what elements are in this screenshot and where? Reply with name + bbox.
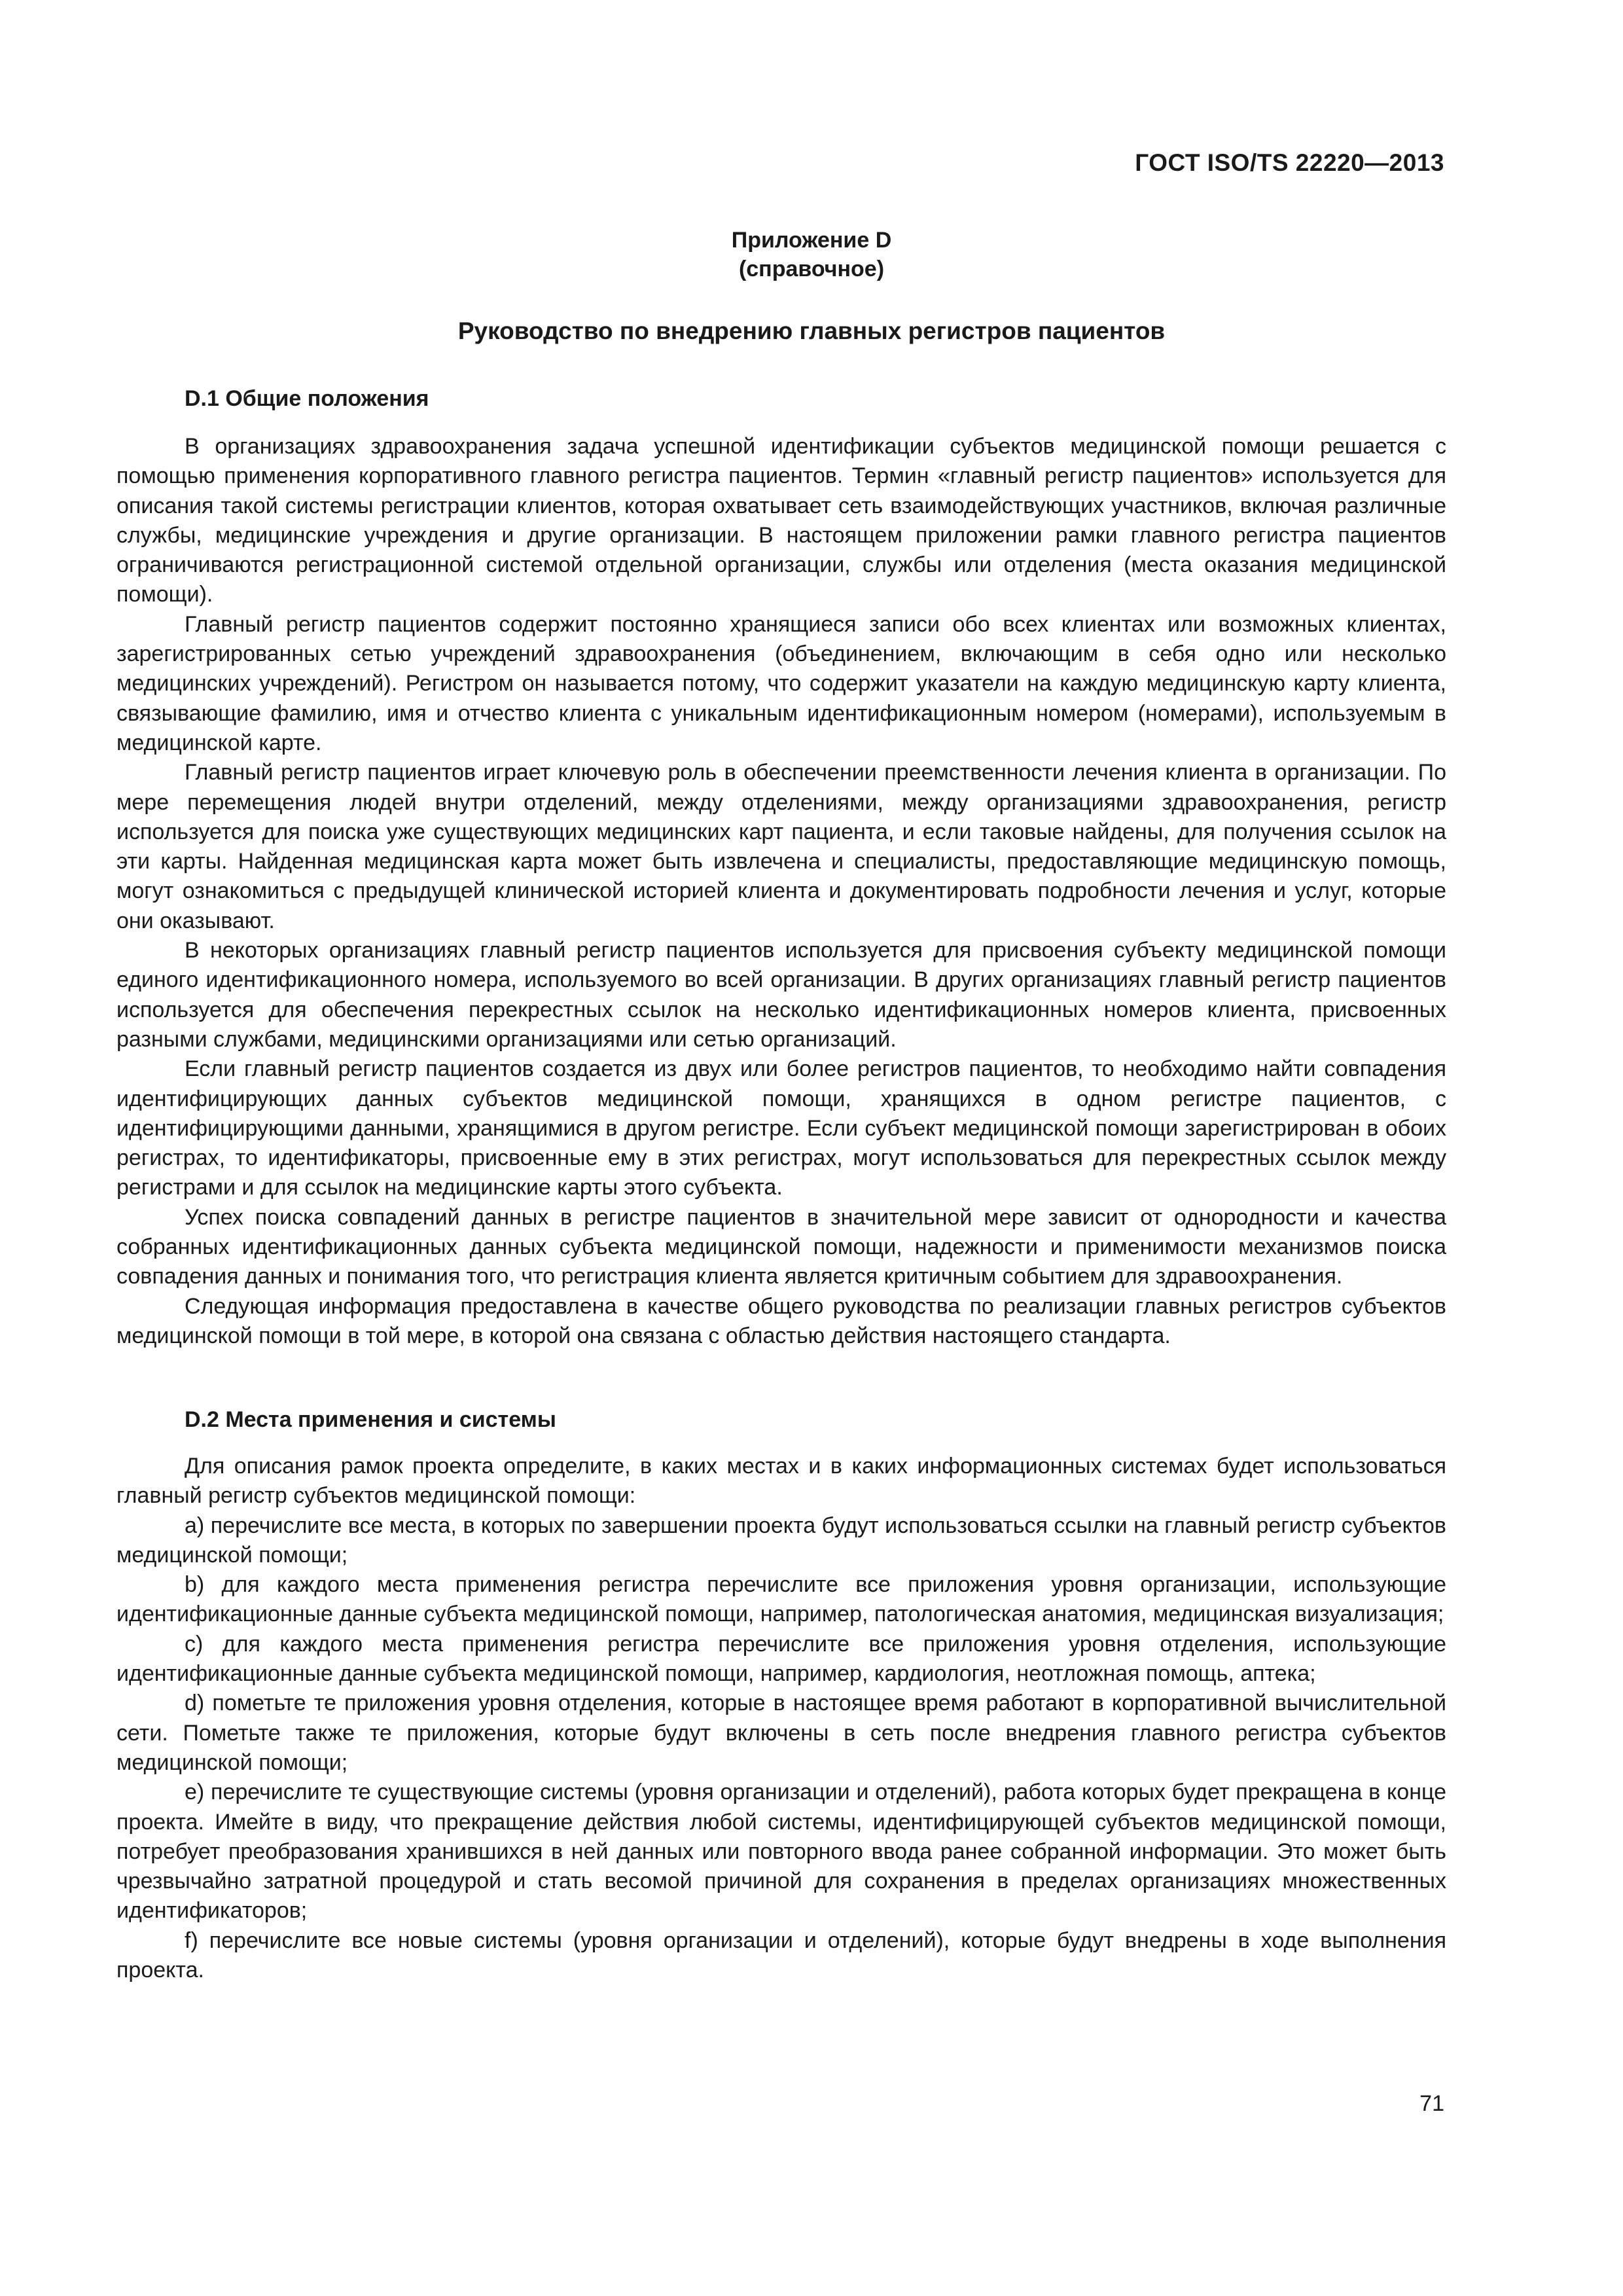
list-item: c) для каждого места применения регистра перечислите все приложения уровня отделения, использующие идентификационные данные субъекта медицинской помощи, например, кардиология, неотложная помощь, аптека;	[116, 1631, 1446, 1687]
paragraph: Главный регистр пациентов играет ключевую роль в обеспечении преемственности лечения клиента в организации. По мере перемещения людей внутри отделений, между отделениями, между организациями здравоохранения, регистр используется для поиска уже существующих медицинских карт пациента, и если таковые найдены, для получения ссылок на эти карты. Найденная медицинская карта может быть извлечена и специалисты, предоставляющие медицинскую помощь, могут ознакомиться с предыдущей клинической историей клиента и документировать подробности лечения и услуг, которые они оказывают.	[116, 760, 1446, 933]
page-number: 71	[1419, 2091, 1444, 2116]
annex-heading	[0, 226, 1623, 283]
paragraph: Успех поиска совпадений данных в регистре пациентов в значительной мере зависит от однородности и качества собранных идентификационных данных субъекта медицинской помощи, надежности и применимости механизмов поиска совпадения данных и понимания того, что регистрация клиента является критичным событием для здравоохранения.	[116, 1204, 1446, 1289]
annex-title: Приложение D	[731, 228, 892, 253]
section-heading-d1: D.1 Общие положения	[185, 386, 429, 411]
list-item: b) для каждого места применения регистра перечислите все приложения уровня организации, использующие идентификационные данные субъекта медицинской помощи, например, патологическая анатомия, медицинская визуализация;	[116, 1572, 1446, 1627]
paragraph: Следующая информация предоставлена в качестве общего руководства по реализации главных регистров субъектов медицинской помощи в той мере, в которой она связана с областью действия настоящего стандарта.	[116, 1293, 1446, 1348]
section-heading-d2: D.2 Места применения и системы	[185, 1407, 556, 1432]
list-item: d) пометьте те приложения уровня отделения, которые в настоящее время работают в корпоративной вычислительной сети. Пометьте также те приложения, которые будут включены в сеть после внедрения главного регистра субъектов медицинской помощи;	[116, 1691, 1446, 1775]
standard-designation: ГОСТ ISO/TS 22220—2013	[1135, 149, 1444, 176]
paragraph: В некоторых организациях главный регистр пациентов используется для присвоения субъекту медицинской помощи единого идентификационного номера, используемого во всей организации. В других организациях главный регистр пациентов используется для обеспечения перекрестных ссылок на несколько идентификационных номеров клиента, присвоенных разными службами, медицинскими организациями или сетью организаций.	[116, 938, 1446, 1052]
paragraph: Для описания рамок проекта определите, в каких местах и в каких информационных системах будет использоваться главный регистр субъектов медицинской помощи:	[116, 1454, 1446, 1509]
paragraph: В организациях здравоохранения задача успешной идентификации субъектов медицинской помощи решается с помощью применения корпоративного главного регистра пациентов. Термин «главный регистр пациентов» используется для описания такой системы регистрации клиентов, которая охватывает сеть взаимодействующих участников, включая различные службы, медицинские учреждения и другие организации. В настоящем приложении рамки главного регистра пациентов ограничиваются регистрационной системой отдельной организации, службы или отделения (места оказания медицинской помощи).	[116, 434, 1446, 607]
list-item: a) перечислите все места, в которых по завершении проекта будут использоваться ссылки на главный регистр субъектов медицинской помощи;	[116, 1513, 1446, 1568]
paragraph: Если главный регистр пациентов создается из двух или более регистров пациентов, то необходимо найти совпадения идентифицирующих данных субъектов медицинской помощи, хранящихся в одном регистре пациентов, с идентифицирующими данными, хранящимися в другом регистре. Если субъект медицинской помощи зарегистрирован в обоих регистрах, то идентификаторы, присвоенные ему в этих регистрах, могут использоваться для перекрестных ссылок между регистрами и для ссылок на медицинские карты этого субъекта.	[116, 1056, 1446, 1200]
paragraph: Главный регистр пациентов содержит постоянно хранящиеся записи обо всех клиентах или возможных клиентах, зарегистрированных сетью учреждений здравоохранения (объединением, включающим в себя одно или несколько медицинских учреждений). Регистром он называется потому, что содержит указатели на каждую медицинскую карту клиента, связывающие фамилию, имя и отчество клиента с уникальным идентификационным номером (номерами), используемым в медицинской карте.	[116, 611, 1446, 755]
list-item: f) перечислите все новые системы (уровня организации и отделений), которые будут внедрены в ходе выполнения проекта.	[116, 1928, 1446, 1983]
list-item: e) перечислите те существующие системы (уровня организации и отделений), работа которых будет прекращена в конце проекта. Имейте в виду, что прекращение действия любой системы, идентифицирующей субъектов медицинской помощи, потребует преобразования хранившихся в ней данных или повторного ввода ранее собранной информации. Это может быть чрезвычайно затратной процедурой и стать весомой причиной для сохранения в пределах организациях множественных идентификаторов;	[116, 1780, 1446, 1924]
document-title: Руководство по внедрению главных регистров пациентов	[457, 317, 1166, 344]
annex-type: (справочное)	[738, 257, 885, 281]
section-d1-body	[116, 432, 1446, 1351]
section-d2-body	[116, 1452, 1446, 1985]
